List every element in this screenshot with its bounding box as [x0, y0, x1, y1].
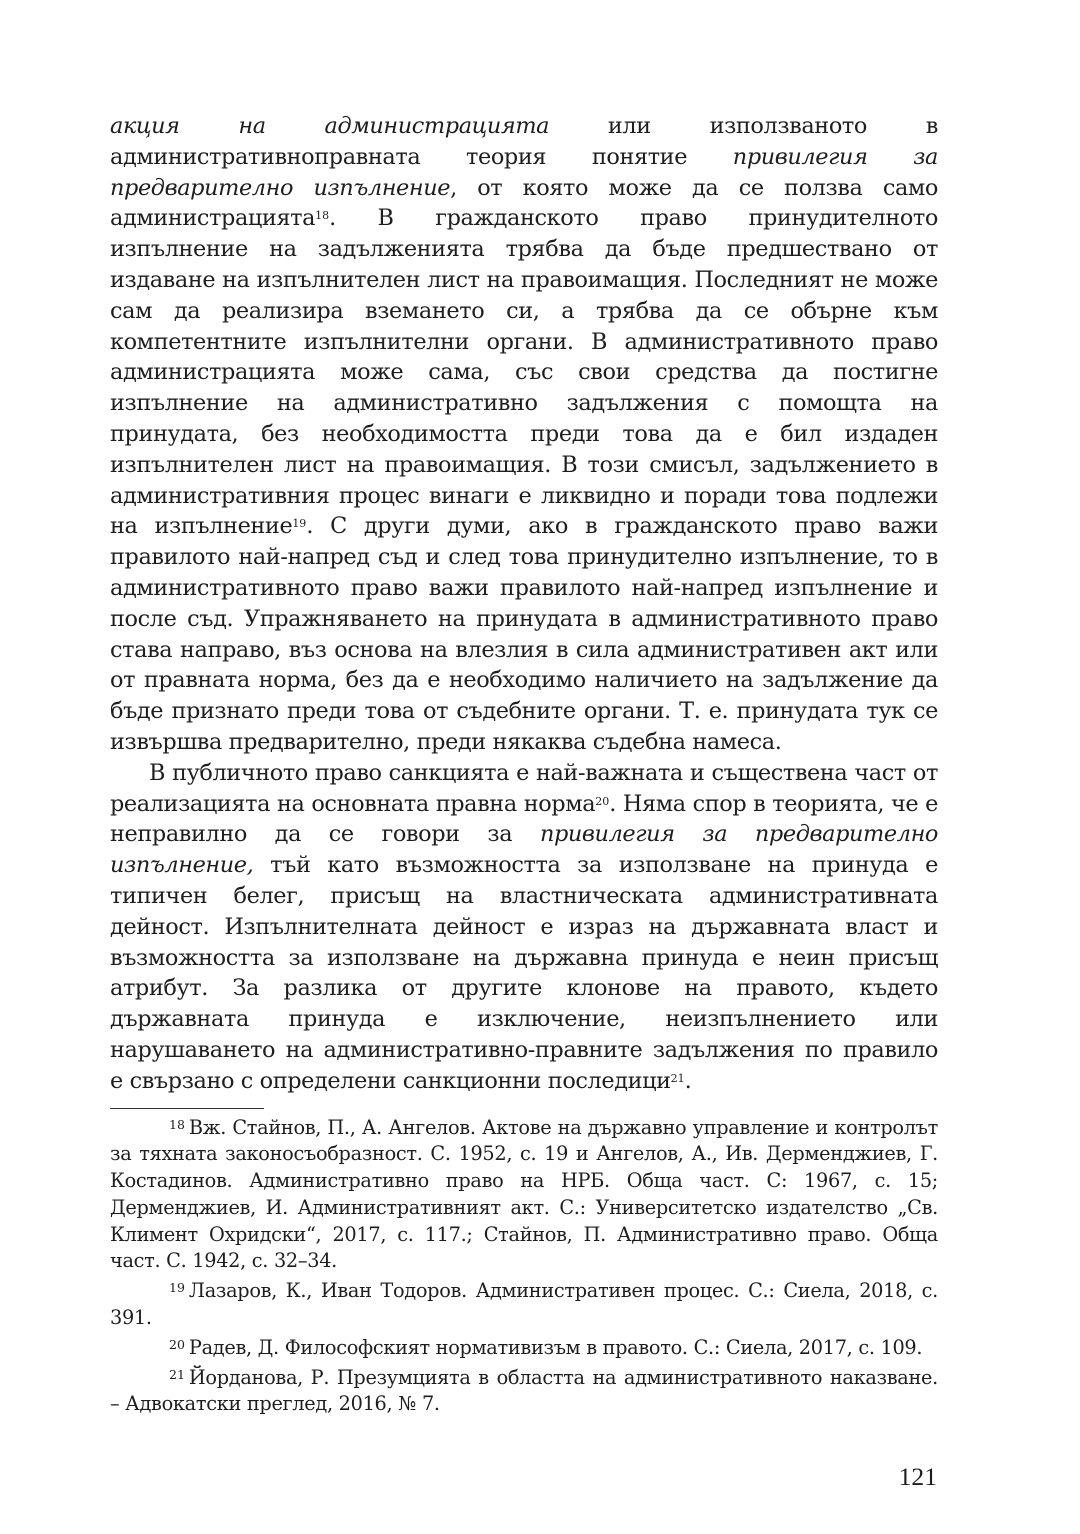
footnote-21: [110, 1365, 938, 1419]
body-text-run: или използваното в административноправната теория понятие: [110, 113, 938, 170]
body-text-run: . В гражданското право принудителното изпълнение на задълженията трябва да бъде предшествано от издаване на изпълнителен лист на правоимащия. Последният не може сам да реализира вземането си, а трябва да се обърне към компетентните изпълнителни органи. В административното право администрацията може сама, със свои средства да постигне изпълнение на административно задължения с помощта на принудата, без необходимостта преди това да е бил издаден изпълнителен лист на правоимащия. В този смисъл, задължението в административния процес винаги е ликвидно и поради това подлежи на изпълнение: [110, 205, 938, 540]
footnote-text: Лазаров, К., Иван Тодоров. Административен процес. С.: Сиела, 2018, с. 391.: [110, 1279, 938, 1330]
body-text-run: . С други думи, ако в гражданското право важи правилото най-напред съд и след това принудително изпълнение, то в административното право важи правилото най-напред изпълнение и после съд. Упражняването на принудата в административното право става направо, въз основа на влезлия в сила административен акт или от правната норма, без да е необходимо наличието на задължение да бъде признато преди това от съдебните органи. Т. е. принудата тук се извършва предварително, преди някаква съдебна намеса.: [110, 513, 938, 755]
body-paragraph-1: [110, 111, 938, 758]
footnote-reference[interactable]: 18: [315, 209, 330, 223]
italic-term: привилегия за предварително изпълнение,: [110, 821, 938, 879]
footnotes-section: [110, 1115, 938, 1419]
footnote-reference[interactable]: 19: [292, 517, 307, 531]
footnote-number: 18: [169, 1116, 185, 1132]
footnote-text: Йорданова, Р. Презумцията в областта на административното наказване. – Адвокатски преглед, 2016, № 7.: [110, 1365, 938, 1416]
footnote-separator: [110, 1108, 264, 1109]
footnote-text: Вж. Стайнов, П., А. Ангелов. Актове на държавно управление и контролът за тяхната законосъобразност. С. 1952, с. 19 и Ангелов, А., Ив. Дерменджиев, Г. Костадинов. Административно право на НРБ. Обща част. С: 1967, с. 15; Дерменджиев, И. Административният акт. С.: Университетско издателство „Св. Климент Охридски“, 2017, с. 117.; Стайнов, П. Административно право. Обща част. С. 1942, с. 32–34.: [110, 1115, 938, 1273]
body-text-run: В публичното право санкцията е най-важната и съществена част от реализацията на основната правна норма: [110, 759, 938, 817]
body-text-run: . Няма спор в теорията, че е неправилно да се говори за: [110, 790, 938, 848]
body-text-run: , от която може да се ползва само администрацията: [110, 174, 939, 232]
body-paragraph-2: [110, 758, 938, 1097]
page-number: 121: [898, 1462, 937, 1491]
footnote-number: 19: [169, 1280, 185, 1296]
footnote-19: [110, 1278, 938, 1332]
footnote-20: [110, 1335, 938, 1362]
italic-term: привилегия за предварително изпълнение: [110, 143, 938, 201]
footnote-reference[interactable]: 21: [670, 1071, 685, 1085]
page-content: [110, 111, 938, 1421]
footnote-text: Радев, Д. Философският нормативизъм в правото. С.: Сиела, 2017, с. 109.: [188, 1335, 923, 1359]
body-text-run: тъй като възможността за използване на принуда е типичен белег, присъщ на властническата административната дейност. Изпълнителната дейност е израз на държавната власт и възможността за използване на държавна принуда е неин присъщ атрибут. За разлика от другите клонове на правото, където държавната принуда е изключение, неизпълнението или нарушаването на административно-правните задължения по правило е свързано с определени санкционни последици: [110, 852, 938, 1094]
footnote-number: 21: [169, 1366, 185, 1382]
footnote-reference[interactable]: 20: [595, 794, 610, 808]
footnote-number: 20: [169, 1336, 185, 1352]
footnote-18: [110, 1115, 938, 1276]
body-text-run: .: [684, 1067, 692, 1094]
italic-term: акция на администрацията: [110, 113, 550, 139]
